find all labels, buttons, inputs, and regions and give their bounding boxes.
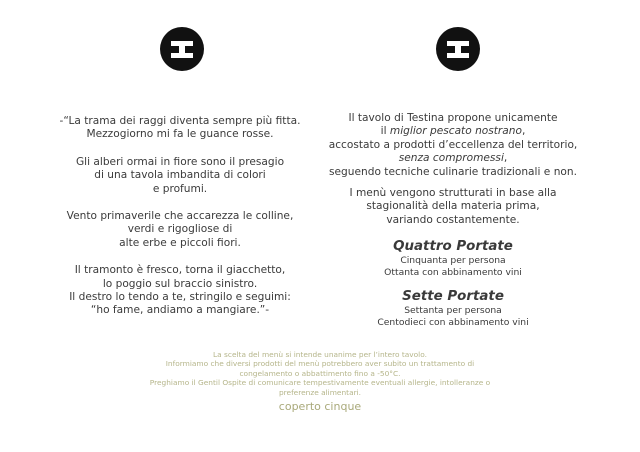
footer-line: preferenze alimentari. [278, 387, 362, 397]
poem-line: alte erbe e piccoli fiori. [119, 236, 241, 249]
intro-emphasis: miglior pescato nostrano [389, 125, 522, 138]
poem-line: e profumi. [152, 182, 208, 195]
menu-price: Cinquanta per persona [400, 255, 506, 267]
intro-text: , [503, 152, 508, 165]
structure-line: variando costantemente. [386, 213, 520, 226]
intro-line: accostato a prodotti d’eccellenza del territorio, [328, 138, 578, 151]
intro-text: , [521, 125, 526, 138]
poem-line: Vento primaverile che accarezza le colline, [66, 210, 294, 223]
testina-logo-icon [436, 27, 480, 71]
poem-stanza [30, 115, 330, 142]
intro-line: Il tavolo di Testina propone unicamente [348, 112, 558, 124]
poem-line: Il tramonto è fresco, torna il giacchetto, [74, 264, 286, 277]
poem [30, 115, 330, 332]
intro-line [318, 125, 588, 138]
menu-price: Settanta per persona [404, 305, 502, 317]
menu-wine-price: Ottanta con abbinamento vini [384, 267, 522, 279]
poem-line: -“La trama dei raggi diventa sempre più fitta. [59, 115, 301, 127]
poem-line: Gli alberi ormai in fiore sono il presagio [75, 155, 285, 168]
footer-line: Preghiamo il Gentil Ospite di comunicare tempestivamente eventuali allergie, intolleranze o [149, 378, 491, 388]
structure-line: I menù vengono strutturati in base alla [349, 187, 557, 200]
poem-line: Il destro lo tendo a te, stringilo e seguimi: [69, 291, 291, 304]
menu-option-sette [318, 289, 588, 329]
footer-notes [120, 350, 520, 414]
poem-line: lo poggio sul braccio sinistro. [102, 277, 258, 290]
intro-line [318, 152, 588, 165]
poem-line: “ho fame, andiamo a mangiare.”- [90, 304, 270, 317]
intro-emphasis: senza compromessi [398, 152, 504, 165]
menu-option-quattro [318, 239, 588, 279]
poem-stanza [30, 264, 330, 318]
poem-line: Mezzogiorno mi fa le guance rosse. [86, 128, 274, 141]
menu-title: Sette Portate [402, 289, 504, 305]
intro-paragraph [318, 112, 588, 179]
poem-line: di una tavola imbandita di colori [94, 169, 266, 182]
menu-structure-paragraph [318, 187, 588, 227]
menu-description [318, 112, 588, 329]
poem-stanza [30, 156, 330, 196]
structure-line: stagionalità della materia prima, [366, 200, 540, 213]
footer-line: La scelta del menù si intende unanime per l’intero tavolo. [213, 350, 427, 359]
poem-stanza [30, 210, 330, 250]
footer-line: Informiamo che diversi prodotti del menù potrebbero aver subito un trattamento di [165, 359, 475, 369]
menu-title: Quattro Portate [393, 239, 513, 255]
intro-text: il [380, 125, 390, 138]
cover-charge: coperto cinque [278, 400, 362, 414]
intro-line: seguendo tecniche culinarie tradizionali e non. [329, 165, 577, 178]
footer-line: congelamento o abbattimento fino a -50°C. [239, 368, 401, 378]
testina-logo-icon [160, 27, 204, 71]
poem-line: verdi e rigogliose di [127, 223, 233, 236]
menu-wine-price: Centodieci con abbinamento vini [377, 317, 529, 329]
